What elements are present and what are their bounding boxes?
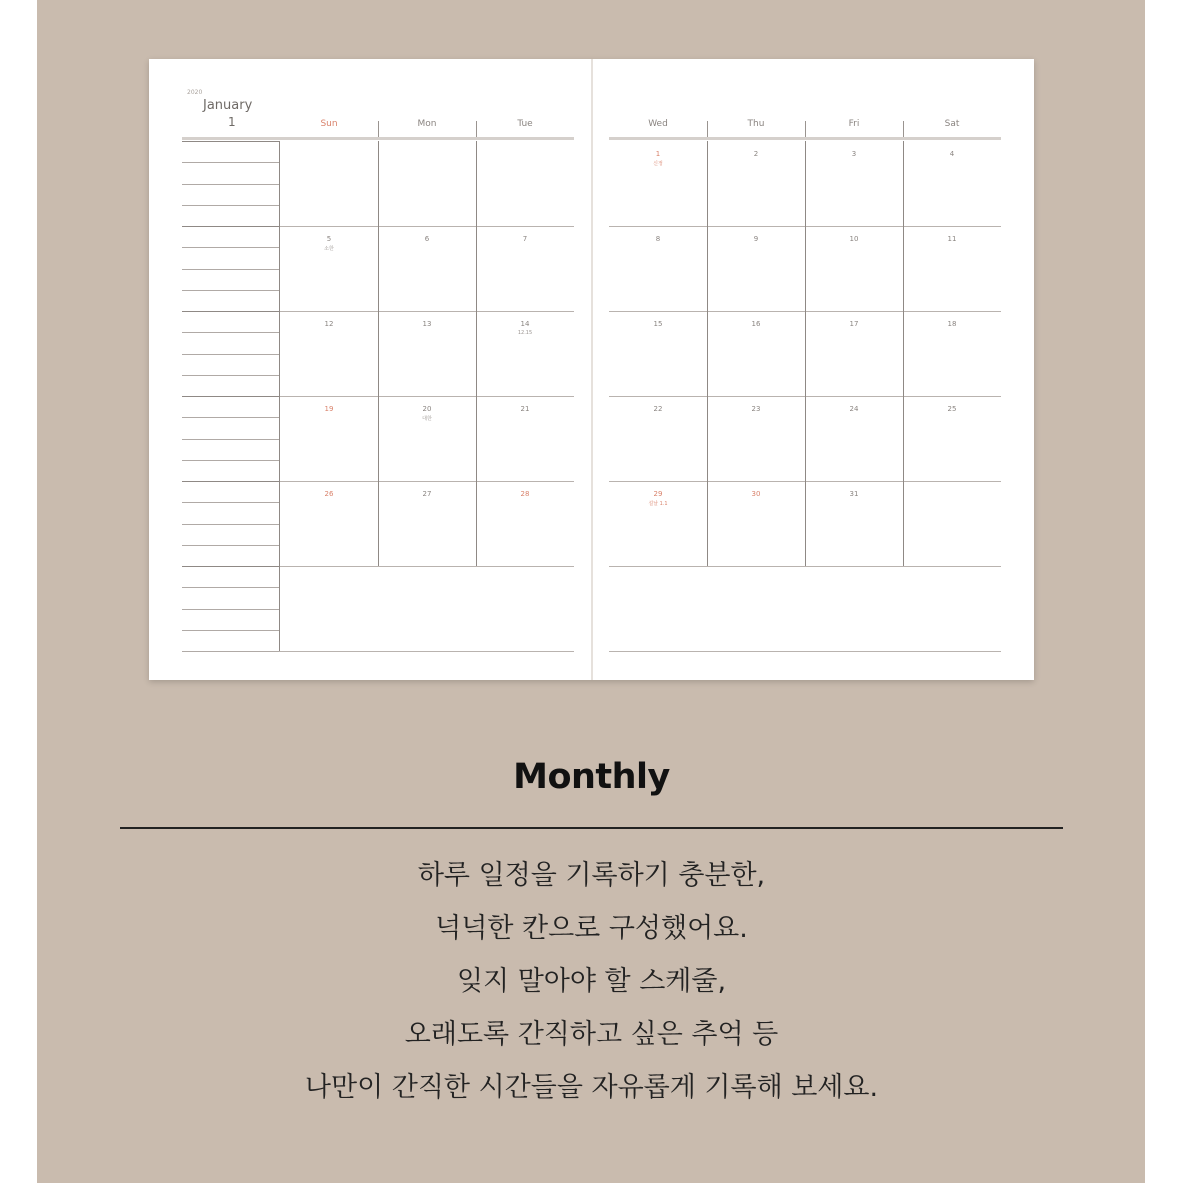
weekday-label: Wed — [648, 119, 668, 129]
memo-line — [609, 651, 1001, 652]
right-page — [593, 59, 1034, 680]
note-line — [182, 545, 279, 546]
header-bar — [609, 137, 1001, 140]
note-line — [182, 332, 279, 333]
day-note: 설날 1.1 — [648, 501, 668, 507]
note-line — [182, 269, 279, 270]
note-line — [182, 375, 279, 376]
note-line — [182, 524, 279, 525]
grid-vertical — [378, 141, 379, 566]
note-line — [182, 396, 279, 397]
grid-vertical — [903, 141, 904, 566]
description-line: 오래도록 간직하고 싶은 추억 등 — [404, 1019, 779, 1050]
grid-line — [609, 566, 1001, 567]
day-number: 28 — [520, 490, 530, 498]
day-number: 9 — [753, 235, 759, 243]
day-number: 21 — [520, 405, 530, 413]
day-number: 10 — [849, 235, 859, 243]
grid-vertical — [476, 141, 477, 566]
note-line — [182, 226, 279, 227]
note-line — [182, 481, 279, 482]
note-line — [182, 566, 279, 567]
planner-spread — [149, 59, 1034, 680]
day-note: 대한 — [422, 416, 432, 422]
day-number: 1 — [655, 150, 661, 158]
day-number: 7 — [522, 235, 528, 243]
note-line — [182, 290, 279, 291]
day-note: 12.15 — [517, 330, 533, 336]
day-number: 23 — [751, 405, 761, 413]
month-name: January — [203, 98, 253, 113]
note-line — [182, 460, 279, 461]
weekday-label: Sat — [944, 119, 960, 129]
weekday-label: Sun — [320, 119, 338, 129]
description-line: 나만이 간직한 시간들을 자유롭게 기록해 보세요. — [304, 1072, 879, 1103]
description-line: 잊지 말아야 할 스케줄, — [456, 966, 727, 997]
day-number: 25 — [947, 405, 957, 413]
grid-vertical — [805, 141, 806, 566]
grid-vertical — [707, 141, 708, 566]
note-line — [182, 651, 279, 652]
header-bar — [182, 137, 574, 140]
day-number: 19 — [324, 405, 334, 413]
note-line — [182, 311, 279, 312]
day-number: 17 — [849, 320, 859, 328]
day-number: 4 — [949, 150, 955, 158]
note-line — [182, 630, 279, 631]
day-number: 20 — [422, 405, 432, 413]
day-number: 26 — [324, 490, 334, 498]
day-number: 29 — [653, 490, 663, 498]
day-number: 11 — [947, 235, 957, 243]
weekday-label: Fri — [848, 119, 860, 129]
grid-line — [280, 311, 574, 312]
day-note: 신정 — [653, 161, 663, 167]
calendar-year: 2020 — [187, 89, 203, 96]
note-line — [182, 162, 279, 163]
left-page — [149, 59, 591, 680]
note-line — [182, 141, 279, 142]
day-number: 30 — [751, 490, 761, 498]
title-divider — [120, 827, 1063, 829]
note-line — [182, 417, 279, 418]
grid-vertical — [279, 141, 280, 651]
description-line: 하루 일정을 기록하기 충분한, — [417, 860, 766, 891]
day-number: 14 — [520, 320, 530, 328]
note-line — [182, 205, 279, 206]
weekday-label: Mon — [417, 119, 437, 129]
day-number: 16 — [751, 320, 761, 328]
day-number: 12 — [324, 320, 334, 328]
grid-line — [280, 396, 574, 397]
day-number: 2 — [753, 150, 759, 158]
day-number: 27 — [422, 490, 432, 498]
day-number: 18 — [947, 320, 957, 328]
note-line — [182, 587, 279, 588]
header-separator — [805, 121, 806, 137]
day-note: 소한 — [324, 246, 334, 252]
section-title: Monthly — [513, 757, 670, 797]
header-separator — [378, 121, 379, 137]
note-line — [182, 439, 279, 440]
day-number: 22 — [653, 405, 663, 413]
description-line: 넉넉한 칸으로 구성했어요. — [435, 913, 748, 944]
grid-line — [280, 566, 574, 567]
day-number: 13 — [422, 320, 432, 328]
day-number: 5 — [326, 235, 332, 243]
grid-line — [280, 481, 574, 482]
header-separator — [476, 121, 477, 137]
header-separator — [903, 121, 904, 137]
month-number: 1 — [228, 115, 236, 129]
day-number: 8 — [655, 235, 661, 243]
note-line — [182, 247, 279, 248]
weekday-label: Thu — [747, 119, 765, 129]
header-separator — [707, 121, 708, 137]
weekday-label: Tue — [517, 119, 533, 129]
day-number: 3 — [851, 150, 857, 158]
note-line — [182, 609, 279, 610]
day-number: 31 — [849, 490, 859, 498]
day-number: 15 — [653, 320, 663, 328]
day-number: 24 — [849, 405, 859, 413]
note-line — [182, 502, 279, 503]
note-line — [182, 354, 279, 355]
note-line — [182, 184, 279, 185]
day-number: 6 — [424, 235, 430, 243]
grid-line — [280, 226, 574, 227]
